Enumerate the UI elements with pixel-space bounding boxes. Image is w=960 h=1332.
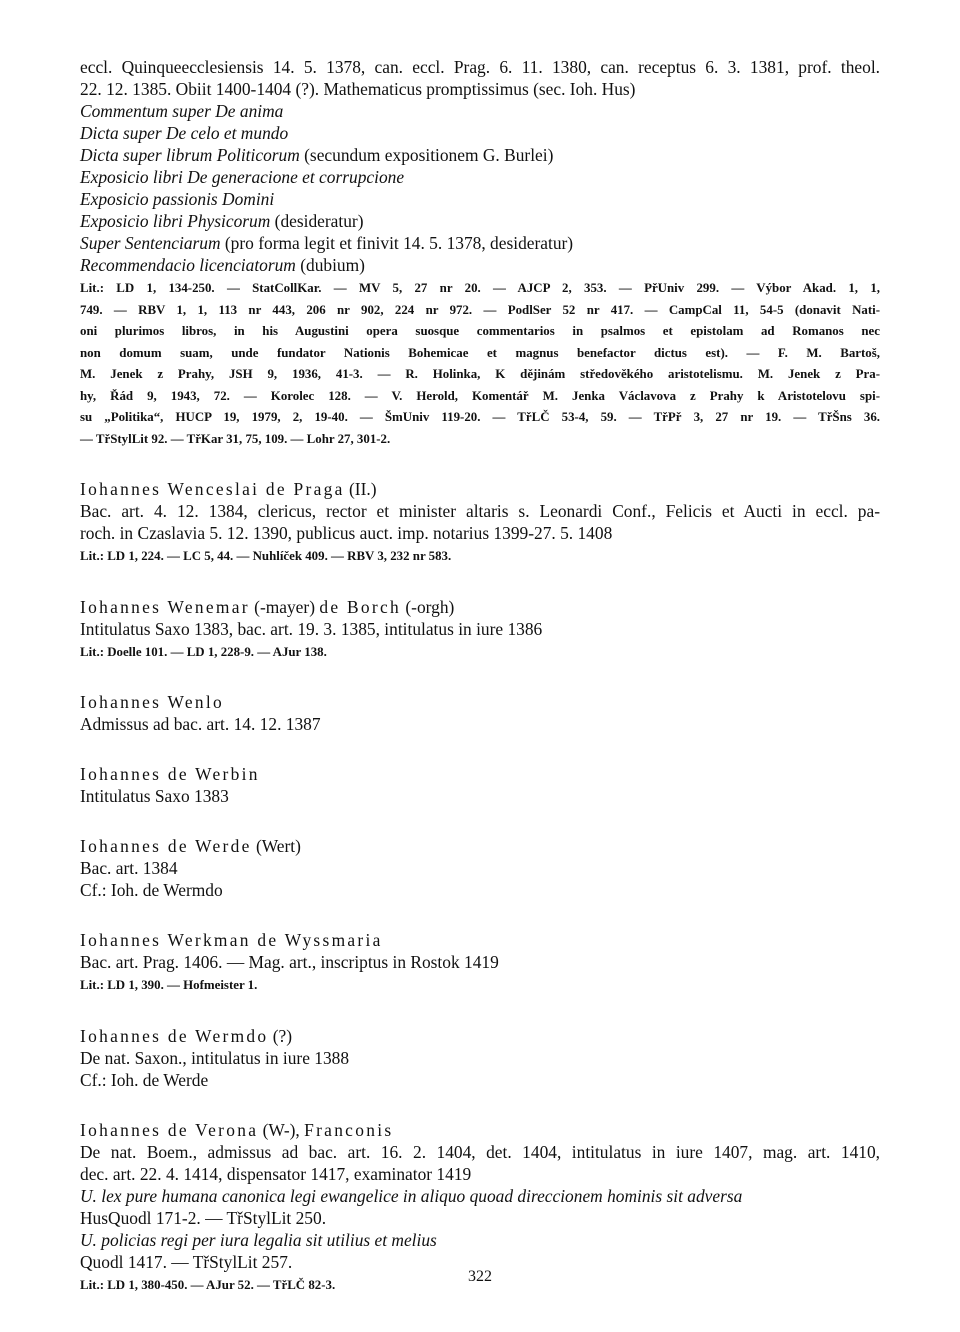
work-note: (dubium) (295, 255, 365, 275)
literature-line: Lit.: LD 1, 380-450. — AJur 52. — TřLČ 82-3. (80, 1277, 336, 1292)
text-line: Bac. art. Prag. 1406. — Mag. art., inscriptus in Rostok 1419 (80, 952, 499, 972)
entry-heading (80, 1119, 880, 1141)
work-note: (secundum expositionem G. Burlei) (299, 145, 554, 165)
work-title: U. policias regi per iura legalia sit utilius et melius (80, 1229, 437, 1250)
text-line: Bac. art. 1384 (80, 858, 178, 878)
literature-line: non domum suam, unde fundator Nationis Bohemicae et magnus benefactor dictus est). — F. M. Bartoš, (80, 345, 880, 360)
entry-suffix: (-orgh) (401, 596, 455, 617)
page-content (80, 56, 880, 1296)
literature-line: Lit.: LD 1, 134-250. — StatCollKar. — MV 5, 27 nr 20. — AJCP 2, 353. — PřUniv 299. — Výbor Akad. 1, 1, (80, 281, 880, 295)
entry-name-variant: (-mayer) (249, 596, 320, 617)
work-reference: HusQuodl 171-2. — TřStylLit 250. (80, 1207, 327, 1228)
entry (80, 1025, 880, 1091)
text-line: Intitulatus Saxo 1383, bac. art. 19. 3. 1385, intitulatus in iure 1386 (80, 618, 543, 639)
work-title: Exposicio passionis Domini (80, 189, 275, 209)
entry-name: Iohannes de Wermdo (80, 1025, 269, 1046)
work-title: Dicta super librum Politicorum (80, 145, 300, 165)
entry-heading (80, 929, 880, 951)
entry-heading (80, 1025, 880, 1047)
entry-name: Iohannes Wenlo (80, 692, 224, 712)
entry-heading (80, 478, 880, 500)
entry-name-cont: Franconis (304, 1119, 394, 1140)
entry-name: Iohannes de Werbin (80, 764, 260, 784)
entry-suffix: (Wert) (251, 836, 301, 856)
text-line: Intitulatus Saxo 1383 (80, 786, 229, 806)
work-title: Exposicio libri Physicorum (80, 211, 271, 231)
entry-name: Iohannes de Verona (80, 1119, 259, 1140)
entry-suffix: (II.) (344, 479, 377, 499)
work-title: Recommendacio licenciatorum (80, 255, 296, 275)
work-item (80, 166, 880, 188)
text-line: De nat. Boem., admissus ad bac. art. 16. 2. 1404, det. 1404, intitulatus in iure 1407, mag. art. 1410, (80, 1141, 880, 1162)
entry (80, 596, 880, 664)
work-title: Super Sentenciarum (80, 233, 221, 253)
text-line: Bac. art. 4. 12. 1384, clericus, rector et minister altaris s. Leonardi Conf., Felicis et Aucti in eccl. pa- (80, 501, 880, 521)
literature-line: Lit.: LD 1, 224. — LC 5, 44. — Nuhlíček 409. — RBV 3, 232 nr 583. (80, 549, 452, 563)
text-line: dec. art. 22. 4. 1414, dispensator 1417, examinator 1419 (80, 1163, 472, 1184)
entry-heading (80, 763, 880, 785)
page-number: 322 (468, 1268, 492, 1285)
cross-reference: Cf.: Ioh. de Wermdo (80, 880, 223, 900)
literature-line: — TřStylLit 92. — TřKar 31, 75, 109. — Lohr 27, 301-2. (80, 431, 391, 446)
work-item (80, 144, 880, 166)
work-item (80, 188, 880, 210)
entry-heading (80, 691, 880, 713)
work-note: (pro forma legit et finivit 14. 5. 1378, desideratur) (220, 233, 574, 253)
entry-name-cont: de Borch (319, 596, 402, 617)
literature-line: hy, Řád 9, 1943, 72. — Korolec 128. — V. Herold, Komentář M. Jenka Václavova z Prahy k Aristotelovu spi- (80, 388, 880, 403)
text-line: 22. 12. 1385. Obiit 1400-1404 (?). Mathematicus promptissimus (sec. Ioh. Hus) (80, 79, 636, 99)
entry-heading (80, 596, 880, 618)
text-line: Admissus ad bac. art. 14. 12. 1387 (80, 714, 321, 734)
entry-name: Iohannes Werkman de Wyssmaria (80, 930, 383, 950)
work-title: Dicta super De celo et mundo (80, 123, 289, 143)
work-reference: Quodl 1417. — TřStylLit 257. (80, 1251, 293, 1272)
entry-name: Iohannes Wenemar (80, 596, 250, 617)
entry (80, 835, 880, 901)
work-item (80, 254, 880, 276)
cross-reference: Cf.: Ioh. de Werde (80, 1069, 209, 1090)
work-item (80, 232, 880, 254)
literature-line: M. Jenek z Prahy, JSH 9, 1936, 41-3. — R. Holinka, K dějinám středověkého aristotelismu. M. Jenek z Pra- (80, 367, 880, 381)
text-line: eccl. Quinqueecclesiensis 14. 5. 1378, can. eccl. Prag. 6. 11. 1380, can. receptus 6. 3. 1381, prof. theol. (80, 57, 880, 77)
work-note: (desideratur) (270, 211, 364, 231)
work-item (80, 122, 880, 144)
entry-name: Iohannes Wenceslai de Praga (80, 479, 345, 499)
entry-name-variant: (W-), (258, 1119, 305, 1140)
entry-name: Iohannes de Werde (80, 836, 252, 856)
text-line: roch. in Czaslavia 5. 12. 1390, publicus auct. imp. notarius 1399-27. 5. 1408 (80, 523, 613, 543)
literature-line: Lit.: LD 1, 390. — Hofmeister 1. (80, 978, 258, 992)
entry-suffix: (?) (268, 1025, 293, 1046)
entry (80, 691, 880, 735)
literature-line: oni plurimos libros, in his Augustini opera suosque commentarios in psalmos et epistolam ad Romanos nec (80, 324, 880, 338)
literature-line: Lit.: Doelle 101. — LD 1, 228-9. — AJur 138. (80, 644, 327, 659)
literature-line: 749. — RBV 1, 1, 113 nr 443, 206 nr 902, 224 nr 972. — PodlSer 52 nr 417. — CampCal 11, 54-5 (donavit Nati- (80, 302, 880, 317)
entry (80, 763, 880, 807)
entry (80, 929, 880, 997)
work-title: Exposicio libri De generacione et corrupcione (80, 167, 405, 187)
entry (80, 478, 880, 568)
work-item (80, 210, 880, 232)
work-title: U. lex pure humana canonica legi ewangelice in aliquo quoad direccionem hominis sit adversa (80, 1185, 743, 1206)
work-title: Commentum super De anima (80, 101, 284, 121)
entry-heading (80, 835, 880, 857)
text-line: De nat. Saxon., intitulatus in iure 1388 (80, 1047, 350, 1068)
literature-block (80, 278, 880, 450)
work-item (80, 100, 880, 122)
entry-continuation (80, 56, 880, 450)
literature-line: su „Politika“, HUCP 19, 1979, 2, 19-40. — ŠmUniv 119-20. — TřLČ 53-4, 59. — TřPř 3, 27 nr 19. — TřŠns 36. (80, 410, 880, 424)
